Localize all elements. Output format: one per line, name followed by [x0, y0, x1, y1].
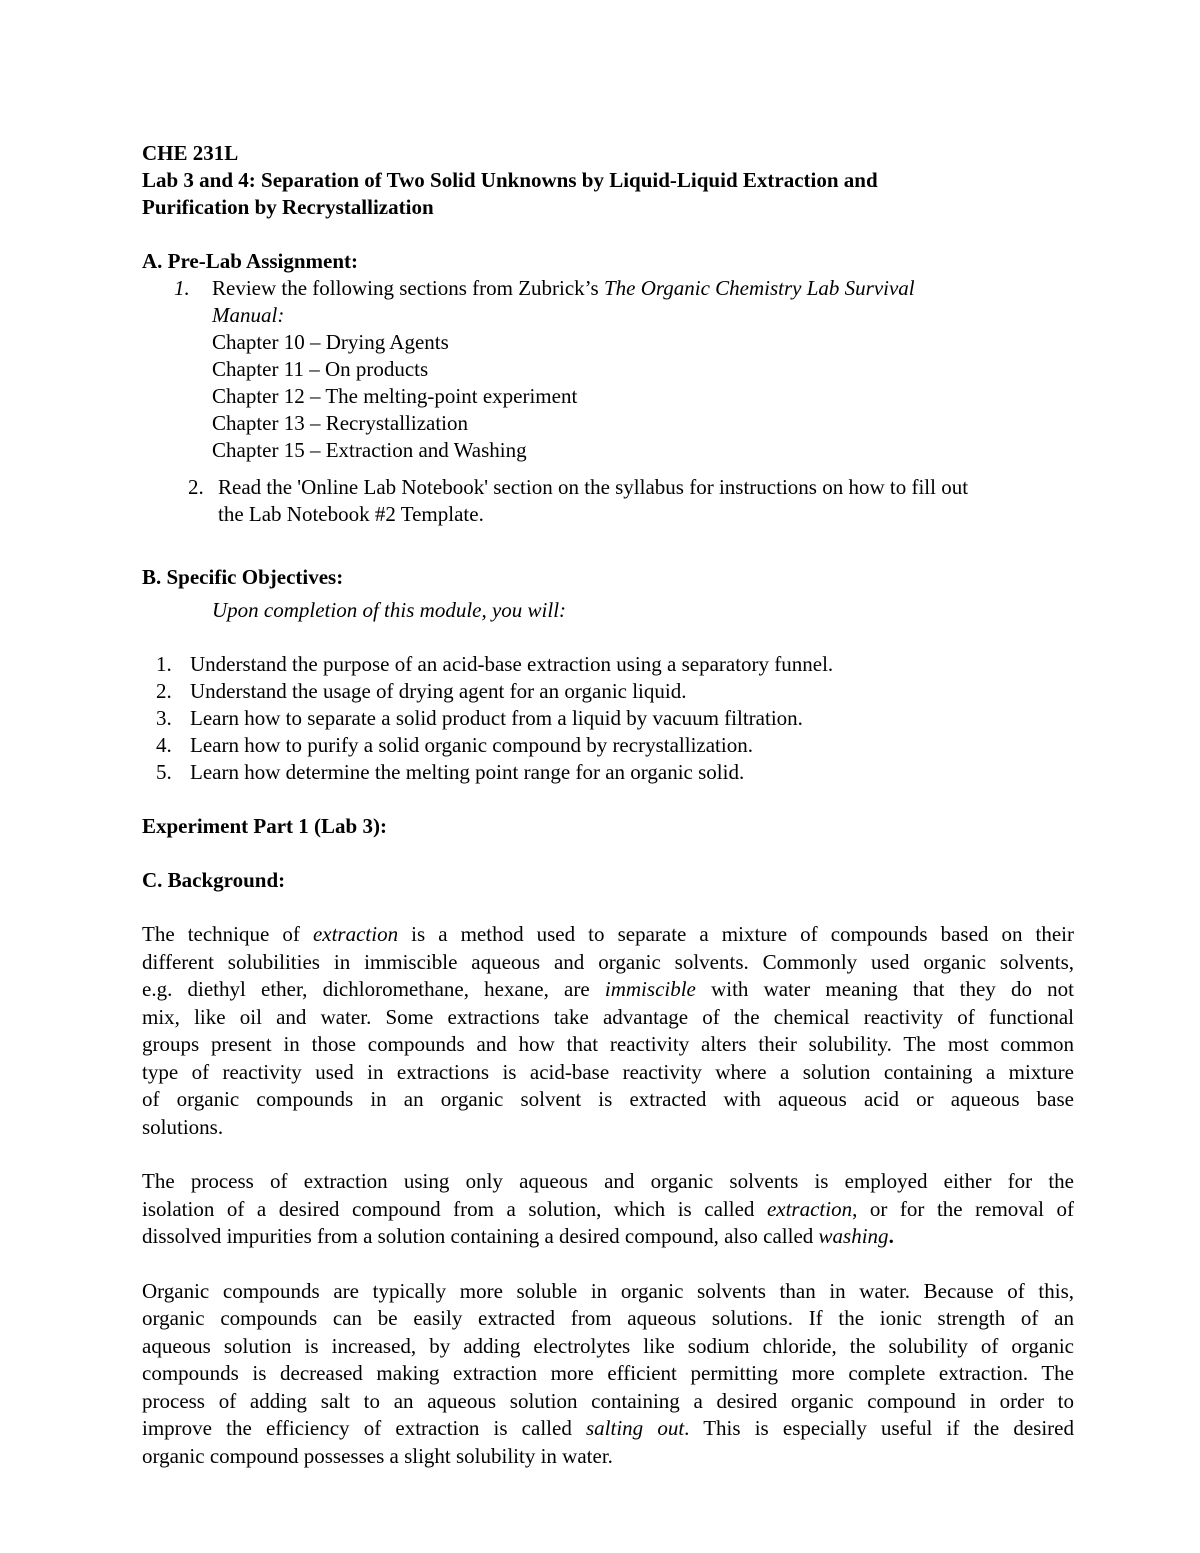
- objective-item: [142, 759, 1074, 786]
- prelab-item-1: [142, 275, 1074, 302]
- paragraph-line: solutions.: [142, 1114, 224, 1139]
- emphasis-salting-out: salting out: [585, 1416, 685, 1440]
- paragraph-line: [142, 1415, 1074, 1443]
- paragraph-line: compounds is decreased making extraction more efficient permitting more complete extraction. The: [142, 1361, 1074, 1385]
- emphasis-extraction: extraction: [312, 922, 399, 946]
- chapter-item: Chapter 11 – On products: [212, 357, 429, 381]
- chapter-item: Chapter 15 – Extraction and Washing: [212, 438, 527, 462]
- paragraph-line: process of adding salt to an aqueous solution containing a desired organic compound in order to: [142, 1388, 1074, 1413]
- objective-item: [142, 651, 1074, 678]
- text-run: e.g. diethyl ether, dichloromethane, hexane, are: [142, 977, 605, 1001]
- background-paragraph-2: [142, 1168, 1074, 1251]
- text-run: The technique of: [142, 922, 313, 946]
- objective-text: Learn how to separate a solid product from a liquid by vacuum filtration.: [190, 706, 803, 730]
- objective-number: 4.: [156, 733, 172, 757]
- text-run: with water meaning that they do not: [695, 977, 1074, 1001]
- chapter-item: Chapter 10 – Drying Agents: [212, 330, 449, 354]
- objective-number: 2.: [156, 679, 172, 703]
- course-code: CHE 231L: [142, 141, 239, 165]
- objective-number: 3.: [156, 706, 172, 730]
- section-a-heading: A. Pre-Lab Assignment:: [142, 249, 359, 273]
- prelab-item-2-number: 2.: [188, 475, 204, 499]
- prelab-item-2: [142, 474, 1074, 501]
- paragraph-line: different solubilities in immiscible aqueous and organic solvents. Commonly used organic solvents,: [142, 949, 1074, 974]
- text-run: , or for the removal of: [852, 1196, 1074, 1221]
- text-run: improve the efficiency of extraction is called: [142, 1416, 586, 1440]
- paragraph-line: of organic compounds in an organic solvent is extracted with aqueous acid or aqueous base: [142, 1087, 1074, 1111]
- paragraph-line: organic compounds can be easily extracted from aqueous solutions. If the ionic strength of an: [142, 1306, 1074, 1330]
- emphasis-washing: washing: [818, 1224, 889, 1248]
- objective-item: [142, 732, 1074, 759]
- chapter-item: Chapter 12 – The melting-point experiment: [212, 384, 578, 408]
- paragraph-line: [142, 921, 1074, 949]
- prelab-item-1-text: Review the following sections from Zubrick’s: [212, 276, 604, 300]
- objective-number: 5.: [156, 760, 172, 784]
- objective-item: [142, 678, 1074, 705]
- paragraph-line: type of reactivity used in extractions is acid-base reactivity where a solution containing a mixture: [142, 1059, 1074, 1084]
- text-run: . This is especially useful if the desired: [684, 1416, 1074, 1440]
- paragraph-line: organic compound possesses a slight solubility in water.: [142, 1443, 613, 1468]
- document-page: [142, 140, 1074, 1470]
- emphasis-extraction: extraction: [766, 1196, 853, 1221]
- paragraph-line: The process of extraction using only aqueous and organic solvents is employed either for the: [142, 1169, 1074, 1193]
- objective-text: Understand the usage of drying agent for an organic liquid.: [190, 679, 687, 703]
- objectives-intro: Upon completion of this module, you will:: [212, 598, 567, 622]
- text-run: isolation of a desired compound from a solution, which is called: [142, 1196, 767, 1221]
- section-c-heading: C. Background:: [142, 868, 286, 892]
- objective-text: Learn how determine the melting point range for an organic solid.: [190, 760, 745, 784]
- title-line-1: Lab 3 and 4: Separation of Two Solid Unknowns by Liquid-Liquid Extraction and: [142, 168, 878, 192]
- experiment-heading: Experiment Part 1 (Lab 3):: [142, 814, 387, 838]
- prelab-item-2-line-2: the Lab Notebook #2 Template.: [218, 502, 484, 526]
- background-paragraph-3: [142, 1278, 1074, 1471]
- paragraph-line: Organic compounds are typically more soluble in organic solvents than in water. Because of this,: [142, 1278, 1074, 1303]
- paragraph-line: mix, like oil and water. Some extractions take advantage of the chemical reactivity of functional: [142, 1004, 1074, 1029]
- objective-text: Understand the purpose of an acid-base extraction using a separatory funnel.: [190, 652, 834, 676]
- prelab-item-2-line-1: Read the 'Online Lab Notebook' section on the syllabus for instructions on how to fill out: [218, 475, 969, 499]
- paragraph-line: aqueous solution is increased, by adding electrolytes like sodium chloride, the solubility of organic: [142, 1333, 1074, 1358]
- paragraph-line: [142, 1223, 1074, 1251]
- book-title-line-1: The Organic Chemistry Lab Survival: [603, 276, 915, 300]
- emphasis-immiscible: immiscible: [604, 977, 696, 1001]
- title-line-2: Purification by Recrystallization: [142, 195, 434, 219]
- background-paragraph-1: [142, 921, 1074, 1141]
- chapter-item: Chapter 13 – Recrystallization: [212, 411, 469, 435]
- objective-number: 1.: [156, 652, 172, 676]
- paragraph-line: [142, 976, 1074, 1004]
- text-run: .: [888, 1224, 894, 1248]
- book-title-line-2: Manual:: [212, 303, 285, 327]
- objective-text: Learn how to purify a solid organic compound by recrystallization.: [190, 733, 753, 757]
- objective-item: [142, 705, 1074, 732]
- text-run: is a method used to separate a mixture of compounds based on their: [398, 922, 1075, 946]
- paragraph-line: groups present in those compounds and how that reactivity alters their solubility. The most common: [142, 1032, 1074, 1056]
- paragraph-line: [142, 1196, 1074, 1224]
- text-run: dissolved impurities from a solution containing a desired compound, also called: [142, 1224, 819, 1248]
- prelab-item-1-number: 1.: [174, 276, 190, 300]
- section-b-heading: B. Specific Objectives:: [142, 565, 344, 589]
